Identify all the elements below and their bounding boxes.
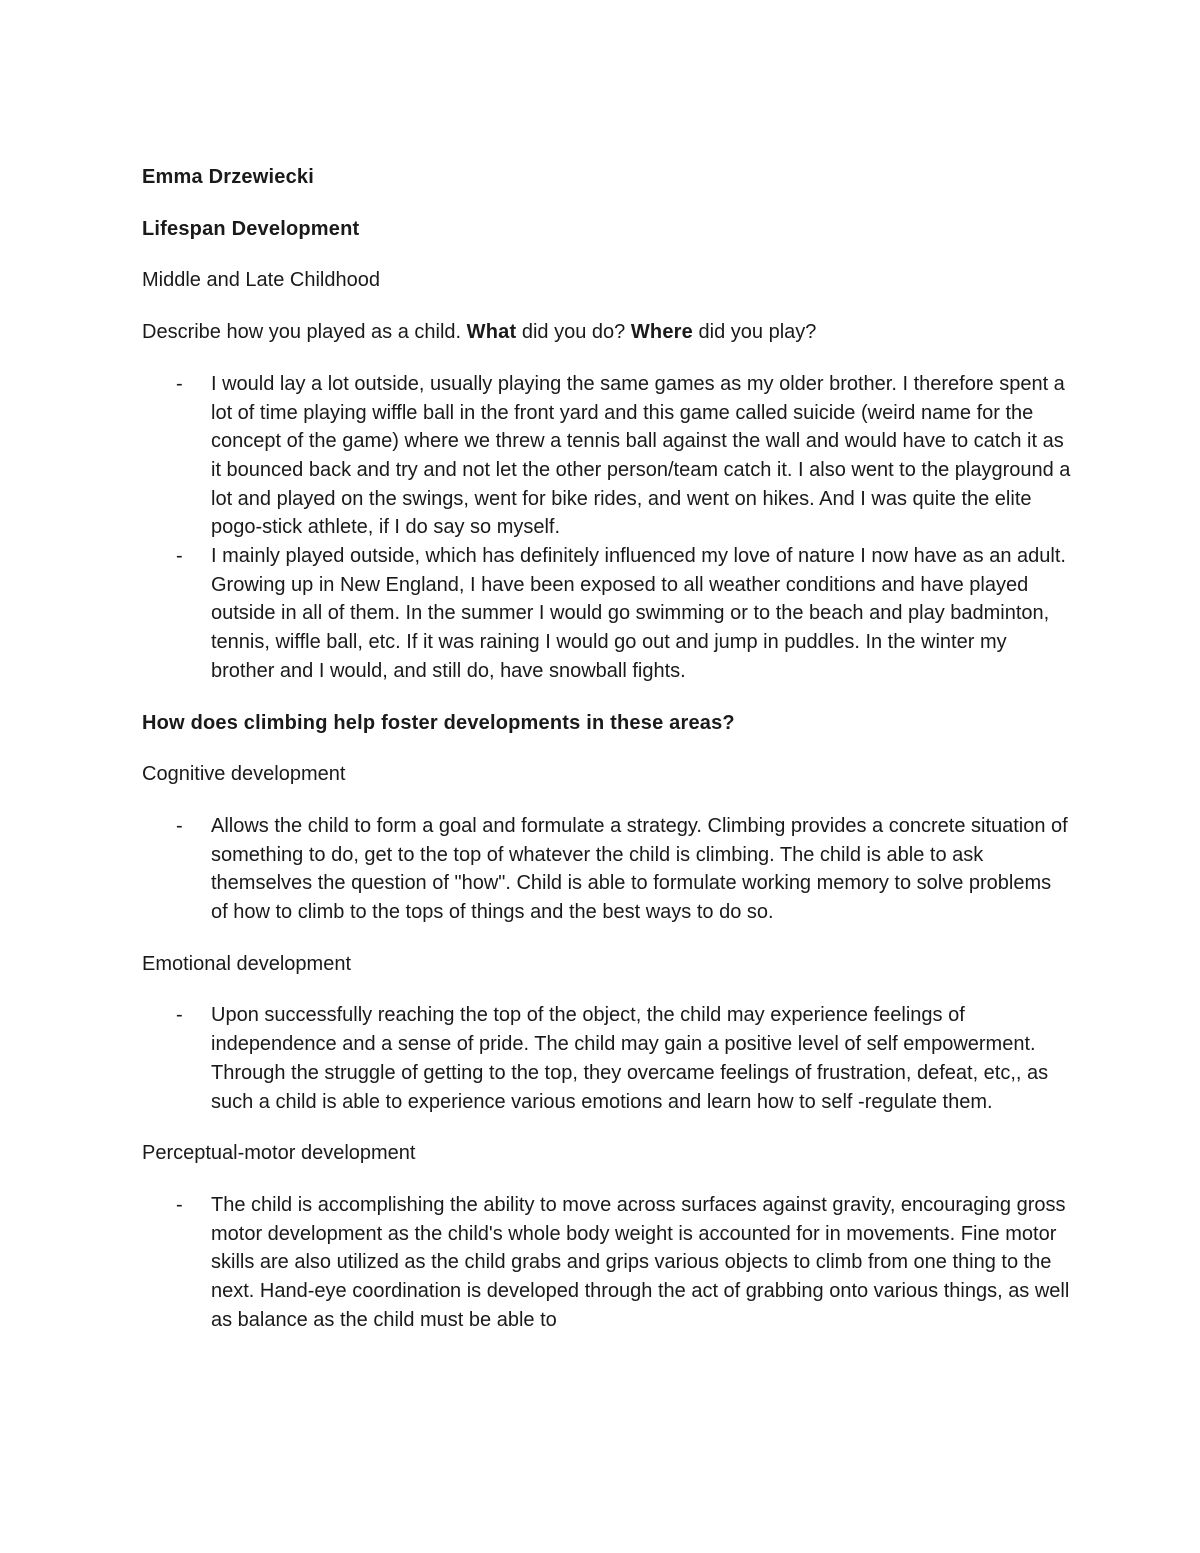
question-1 [142,318,1072,347]
dash-bullet: - [176,814,183,837]
section-title-perceptual-motor: Perceptual-motor development [142,1142,416,1165]
list-item [142,812,1072,927]
section-list-cognitive [142,812,1072,927]
section-list-emotional [142,1001,1072,1116]
question-1-suffix: did you play? [692,321,817,344]
author-name: Emma Drzewiecki [142,166,314,188]
question-1-answers [142,370,1072,686]
question-1-middle: did you do? [516,321,631,344]
dash-bullet: - [176,1004,183,1027]
section-title-emotional: Emotional development [142,952,352,975]
course-title: Lifespan Development [142,217,360,240]
question-1-prefix: Describe how you played as a child. [142,321,467,344]
answer-text: I mainly played outside, which has definitely influenced my love of nature I now have as an adult. Growing up in New England, I have been exposed to all weather conditions and have played outside in all of them. In the summer I would go swimming or to the beach and play badminton, tennis, wiffle ball, etc. If it was raining I would go out and jump in puddles. In the winter my brother and I would, and still do, have snowball fights. [211,545,1066,682]
section-list-perceptual-motor [142,1191,1072,1335]
topic-title: Middle and Late Childhood [142,269,380,292]
document-page [142,163,1072,1358]
list-item [142,1191,1072,1335]
question-2-heading: How does climbing help foster developments in these areas? [142,711,735,734]
dash-bullet: - [176,1193,183,1216]
answer-text: I would lay a lot outside, usually playing the same games as my older brother. I therefore spent a lot of time playing wiffle ball in the front yard and this game called suicide (weird name for the concept of the game) where we threw a tennis ball against the wall and would have to catch it as it bounced back and try and not let the other person/team catch it. I also went to the playground a lot and played on the swings, went for bike rides, and went on hikes. And I was quite the elite pogo-stick athlete, if I do say so myself. [211,372,1071,539]
question-1-bold-what: What [466,321,517,344]
section-title-cognitive: Cognitive development [142,763,346,786]
list-item [142,1001,1072,1116]
section-text-cognitive: Allows the child to form a goal and formulate a strategy. Climbing provides a concrete situation of something to do, get to the top of whatever the child is climbing. The child is able to ask themselves the question of "how". Child is able to formulate working memory to solve problems of how to climb to the tops of things and the best ways to do so. [211,814,1068,924]
section-text-perceptual-motor: The child is accomplishing the ability to move across surfaces against gravity, encouraging gross motor development as the child's whole body weight is accounted for in movements. Fine motor skills are also utilized as the child grabs and grips various objects to climb from one thing to the next. Hand-eye coordination is developed through the act of grabbing onto various things, as well as balance as the child must be able to [211,1193,1070,1331]
question-1-bold-where: Where [630,321,693,344]
dash-bullet: - [176,372,183,395]
dash-bullet: - [176,545,183,568]
list-item [142,542,1072,686]
list-item [142,370,1072,542]
section-text-emotional: Upon successfully reaching the top of the object, the child may experience feelings of independence and a sense of pride. The child may gain a positive level of self empowerment. Through the struggle of getting to the top, they overcame feelings of frustration, defeat, etc,, as such a child is able to experience various emotions and learn how to self -regulate them. [211,1004,1049,1113]
